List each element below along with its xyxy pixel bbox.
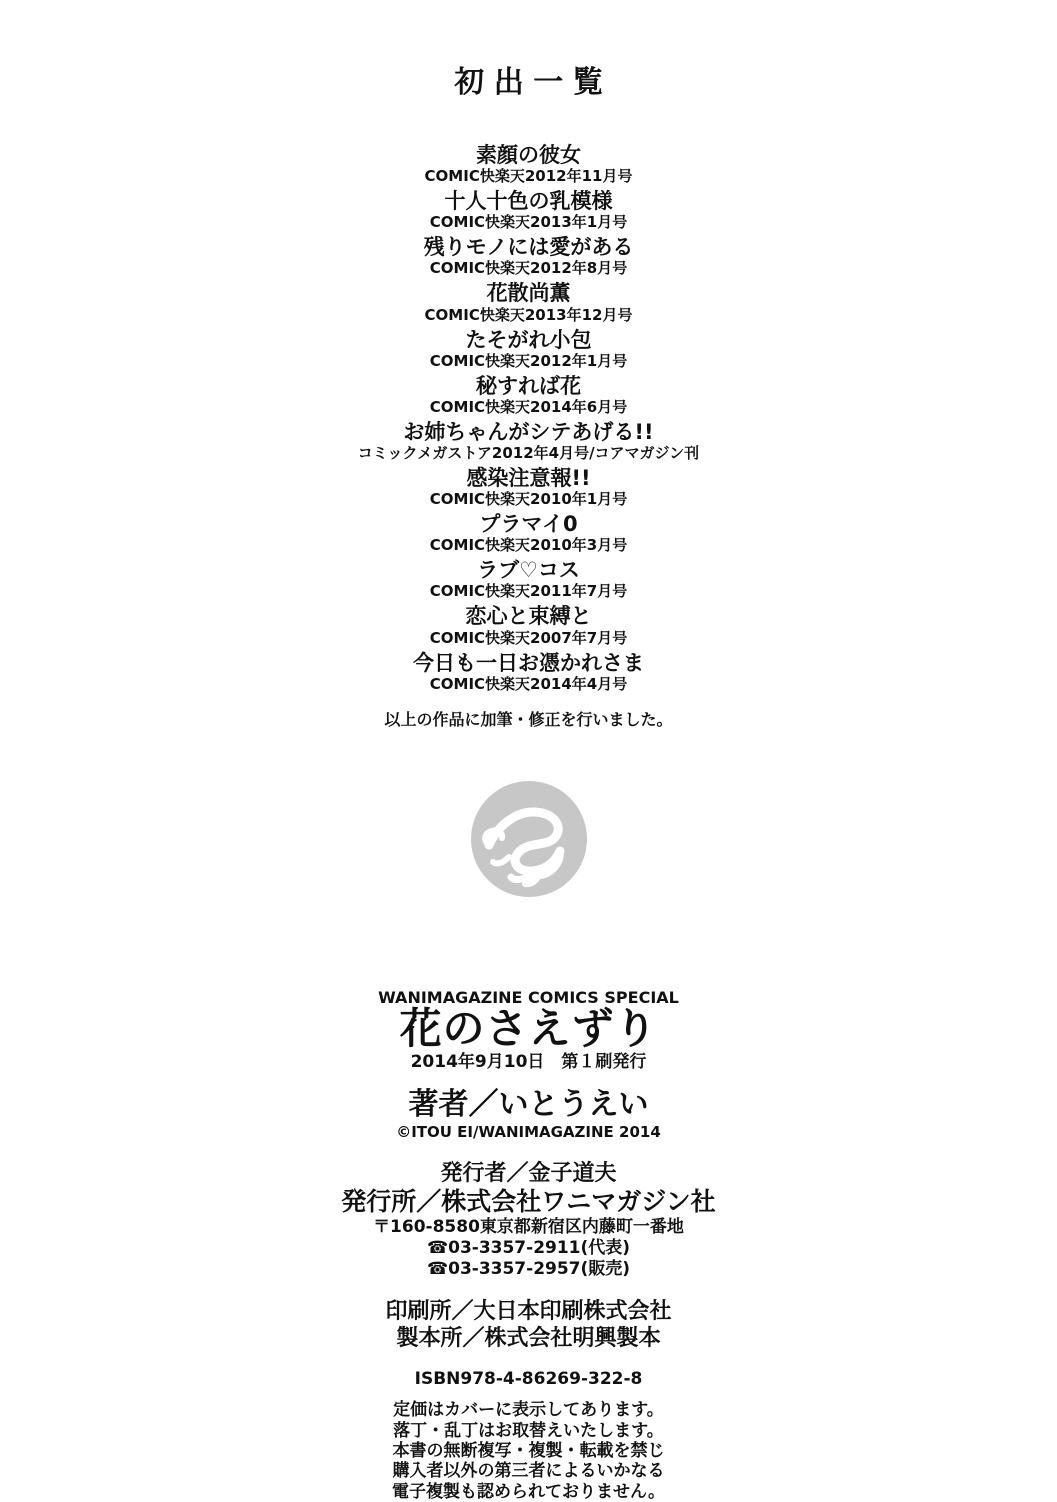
- work-title: たそがれ小包: [465, 327, 592, 352]
- work-title: 花散尚薫: [486, 281, 571, 306]
- work-list-item: [0, 466, 1057, 508]
- publisher-company: 発行所／株式会社ワニマガジン社: [341, 1186, 716, 1216]
- work-title: 今日も一日お憑かれさま: [413, 650, 644, 675]
- work-title: お姉ちゃんがシテあげる!!: [403, 419, 654, 444]
- work-source-magazine: COMIC快楽天2007年7月号: [429, 628, 628, 647]
- work-list-item: [0, 328, 1057, 370]
- work-source-magazine: COMIC快楽天2010年1月号: [429, 490, 628, 509]
- phone-main: ☎03-3357-2911(代表): [426, 1238, 631, 1259]
- imprint-label: WANIMAGAZINE COMICS SPECIAL: [378, 988, 679, 1007]
- work-source-magazine: COMIC快楽天2014年6月号: [429, 397, 628, 416]
- work-title: 素顔の彼女: [476, 143, 581, 167]
- edition-date: 2014年9月10日 第１刷発行: [410, 1051, 647, 1072]
- work-title: 十人十色の乳模様: [444, 189, 613, 214]
- bindery-credit: 製本所／株式会社明興製本: [396, 1326, 661, 1352]
- work-title: プラマイ0: [479, 512, 578, 537]
- author-credit: 著者／いとうえい: [408, 1087, 649, 1123]
- work-source-magazine: COMIC快楽天2011年7月号: [429, 582, 628, 601]
- work-list-item: [0, 235, 1057, 277]
- notice-line: 落丁・乱丁はお取替えいたします。: [393, 1420, 664, 1441]
- work-source-magazine: COMIC快楽天2014年4月号: [429, 674, 628, 693]
- book-title: 花のさえずり: [399, 1004, 658, 1054]
- work-title: 恋心と束縛と: [465, 604, 592, 629]
- work-source-magazine: COMIC快楽天2013年1月号: [429, 213, 628, 232]
- publisher-address: 〒160-8580東京都新宿区内藤町一番地: [373, 1216, 684, 1237]
- work-list-item: [0, 374, 1057, 416]
- work-title: 感染注意報!!: [466, 465, 591, 490]
- notice-line: 購入者以外の第三者によるいかなる: [392, 1461, 665, 1482]
- works-list: [0, 143, 1057, 693]
- work-list-item: [0, 420, 1057, 462]
- work-list-item: [0, 189, 1057, 231]
- work-list-item: [0, 281, 1057, 323]
- printing-block: [0, 1298, 1057, 1353]
- work-source-magazine: COMIC快楽天2012年11月号: [424, 167, 633, 186]
- work-list-item: [0, 512, 1057, 554]
- publisher-block: [0, 1161, 1057, 1281]
- work-source-magazine: COMIC快楽天2012年1月号: [429, 351, 628, 370]
- work-list-item: [0, 558, 1057, 600]
- work-list-item: [0, 651, 1057, 693]
- publisher-person: 発行者／金子道夫: [440, 1160, 617, 1186]
- publisher-emblem: [0, 779, 1057, 899]
- first-publication-list-title: 初出一覧: [454, 65, 613, 100]
- copyright-notice: ©ITOU EI/WANIMAGAZINE 2014: [396, 1122, 661, 1141]
- work-list-item: [0, 143, 1057, 185]
- crocodile-emblem-icon: [469, 779, 589, 899]
- work-source-magazine: COMIC快楽天2013年12月号: [424, 305, 633, 324]
- work-source-magazine: COMIC快楽天2012年8月号: [429, 259, 628, 278]
- work-title: ラブ♡コス: [477, 558, 580, 583]
- notice-line: 電子複製も認められておりません。: [391, 1481, 666, 1502]
- printer-credit: 印刷所／大日本印刷株式会社: [385, 1298, 672, 1324]
- notice-line: 本書の無断複写・複製・転載を禁じ: [392, 1440, 665, 1461]
- isbn-number: ISBN978-4-86269-322-8: [414, 1368, 643, 1389]
- notice-line: 定価はカバーに表示してあります。: [393, 1400, 664, 1421]
- work-title: 秘すれば花: [476, 373, 581, 398]
- legal-notice-block: [0, 1400, 1057, 1502]
- revision-note: 以上の作品に加筆・修正を行いました。: [384, 709, 673, 729]
- colophon-block: [0, 988, 1057, 1502]
- work-source-magazine: コミックメガストア2012年4月号/コアマガジン刊: [357, 443, 700, 462]
- phone-sales: ☎03-3357-2957(販売): [426, 1259, 631, 1280]
- work-list-item: [0, 604, 1057, 646]
- work-title: 残りモノには愛がある: [423, 235, 634, 260]
- work-source-magazine: COMIC快楽天2010年3月号: [429, 536, 628, 555]
